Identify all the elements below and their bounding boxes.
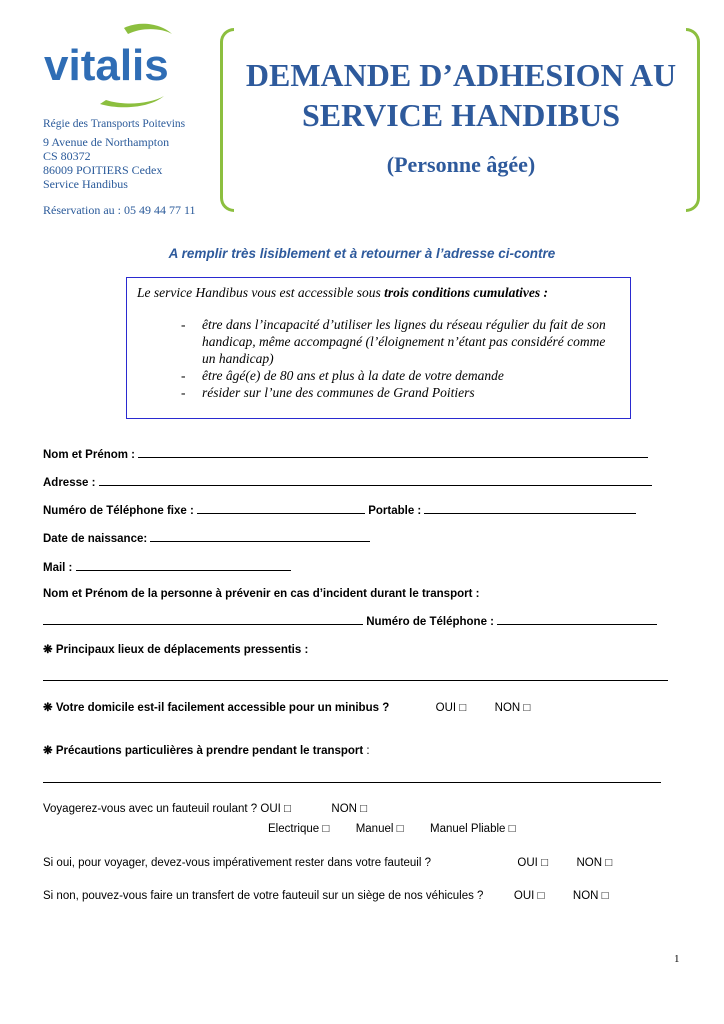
page-subtitle: (Personne âgée) [386, 152, 536, 177]
checkbox-icon[interactable]: □ [284, 803, 291, 815]
domicile-question: Votre domicile est-il facilement accessible pour un minibus ? [55, 702, 390, 714]
instruction-text: A remplir très lisiblement et à retourner à l’adresse ci-contre [168, 246, 556, 261]
rester-non-label: NON [576, 857, 602, 869]
fauteuil-non-label: NON [331, 803, 357, 815]
conditions-intro-bold: trois conditions cumulatives : [384, 285, 548, 300]
checkbox-icon[interactable]: □ [537, 890, 545, 902]
manuel-label: Manuel [355, 823, 394, 835]
field-domicile [43, 700, 530, 714]
checkbox-icon[interactable]: □ [541, 857, 549, 869]
transfert-oui-label: OUI [513, 890, 535, 902]
manuel-pliable-label: Manuel Pliable [429, 823, 506, 835]
rester-question: Si oui, pour voyager, devez-vous impérativement rester dans votre fauteuil ? [43, 857, 432, 869]
mail-input-line[interactable] [76, 560, 291, 571]
conditions-box [126, 277, 631, 419]
vitalis-logo [40, 18, 190, 110]
page-number: 1 [674, 953, 680, 965]
vitalis-logo-text: vitalis [44, 41, 169, 90]
date-naissance-input-line[interactable] [150, 531, 370, 542]
contact-name-input-line[interactable] [43, 614, 363, 625]
dash-bullet: - [181, 385, 186, 400]
dash-bullet: - [181, 368, 186, 383]
adresse-label: Adresse : [43, 477, 96, 489]
rester-oui-label: OUI [517, 857, 538, 869]
tel-fixe-label: Numéro de Téléphone fixe : [43, 505, 194, 517]
title-line: DEMANDE D’ADHESION AU [245, 57, 677, 93]
contact-tel-input-line[interactable] [497, 614, 657, 625]
star-icon: ❋ [43, 745, 53, 757]
title-bracket-right [686, 28, 700, 212]
checkbox-icon[interactable]: □ [605, 857, 613, 869]
field-contact [43, 614, 657, 628]
org-regie: Régie des Transports Poitevins [43, 118, 186, 130]
field-date-naissance [43, 531, 370, 545]
field-precautions [43, 743, 370, 757]
field-fauteuil-type [268, 823, 516, 835]
contact-tel-label: Numéro de Téléphone : [366, 616, 494, 628]
transfert-question: Si non, pouvez-vous faire un transfert de votre fauteuil sur un siège de nos véhicules ? [43, 890, 484, 902]
field-lieux [43, 642, 308, 656]
adresse-input-line[interactable] [99, 475, 652, 486]
date-naissance-label: Date de naissance: [43, 533, 148, 545]
fauteuil-oui-label: OUI [260, 803, 281, 815]
portable-input-line[interactable] [424, 503, 636, 514]
lieux-label: Principaux lieux de déplacements pressentis : [55, 644, 309, 656]
condition-text: résider sur l’une des communes de Grand Poitiers [202, 385, 475, 400]
precautions-label: Précautions particulières à prendre pendant le transport [55, 745, 364, 757]
condition-text: être âgé(e) de 80 ans et plus à la date de votre demande [202, 368, 504, 383]
checkbox-icon[interactable]: □ [396, 823, 404, 835]
nom-prenom-label: Nom et Prénom : [43, 449, 136, 461]
checkbox-icon[interactable]: □ [459, 702, 467, 714]
field-nom-prenom [43, 447, 648, 461]
star-icon: ❋ [43, 644, 53, 656]
checkbox-icon[interactable]: □ [508, 823, 516, 835]
electrique-label: Electrique [268, 823, 320, 835]
checkbox-icon[interactable]: □ [601, 890, 609, 902]
field-rester [43, 857, 612, 869]
org-reservation: Réservation au : 05 49 44 77 11 [43, 203, 196, 217]
fauteuil-question: Voyagerez-vous avec un fauteuil roulant ? [43, 803, 258, 815]
title-line: SERVICE HANDIBUS [301, 97, 621, 133]
page-title [236, 55, 686, 135]
conditions-list [137, 316, 620, 401]
transfert-non-label: NON [572, 890, 599, 902]
org-address-line: Service Handibus [43, 177, 128, 191]
organization-info [43, 117, 196, 217]
field-mail [43, 560, 291, 574]
field-telephone [43, 503, 636, 517]
org-address-line: CS 80372 [43, 149, 91, 163]
vitalis-logo-graphic [40, 18, 190, 110]
field-fauteuil [43, 803, 367, 815]
org-address-line: 86009 POITIERS Cedex [43, 163, 163, 177]
dash-bullet: - [181, 317, 186, 332]
tel-fixe-input-line[interactable] [197, 503, 365, 514]
portable-label: Portable : [368, 505, 422, 517]
field-transfert [43, 890, 609, 902]
contact-prompt: Nom et Prénom de la personne à prévenir en cas d’incident durant le transport : [43, 588, 480, 600]
condition-item [137, 367, 620, 384]
condition-text: être dans l’incapacité d’utiliser les lignes du réseau régulier du fait de son handicap, même accompagné (l’éloignement n’étant pas considéré comme un handicap) [202, 317, 606, 366]
checkbox-icon[interactable]: □ [360, 803, 368, 815]
title-bracket-left [220, 28, 234, 212]
domicile-oui-label: OUI [435, 702, 457, 714]
mail-label: Mail : [43, 562, 73, 574]
lieux-input-line[interactable] [43, 680, 668, 681]
domicile-non-label: NON [494, 702, 521, 714]
checkbox-icon[interactable]: □ [523, 702, 531, 714]
conditions-intro-text: Le service Handibus vous est accessible sous [137, 285, 385, 300]
nom-prenom-input-line[interactable] [138, 447, 648, 458]
condition-item [137, 384, 620, 401]
conditions-intro [137, 284, 620, 301]
precautions-colon: : [363, 745, 370, 757]
checkbox-icon[interactable]: □ [322, 823, 330, 835]
field-adresse [43, 475, 652, 489]
condition-item [137, 316, 620, 367]
star-icon: ❋ [43, 702, 53, 714]
precautions-input-line[interactable] [43, 782, 661, 783]
org-address-line: 9 Avenue de Northampton [43, 135, 170, 149]
